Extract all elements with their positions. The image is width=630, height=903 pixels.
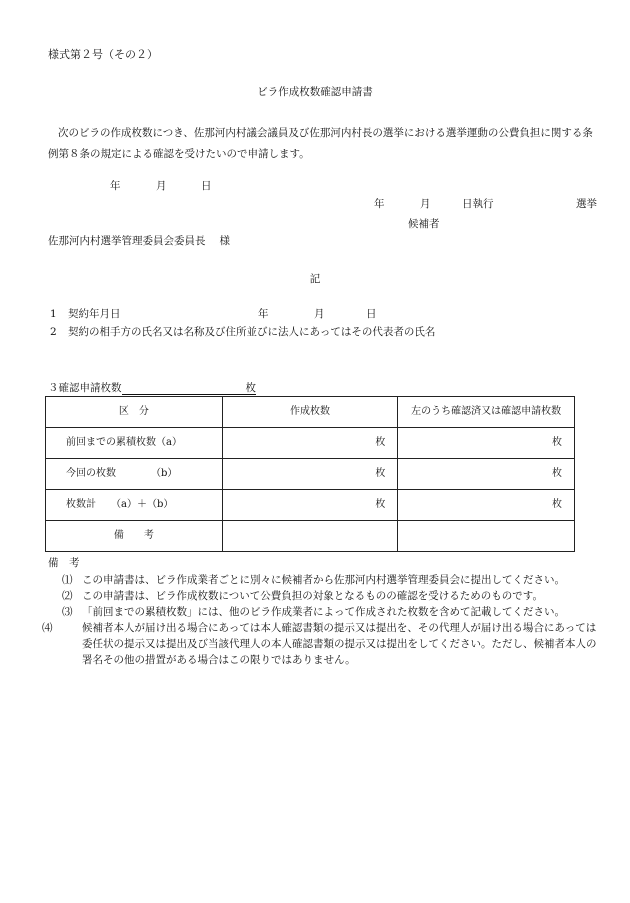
- remarks-heading: 備 考: [48, 557, 80, 569]
- produced-count-cell[interactable]: 枚: [222, 428, 398, 459]
- item-contract-party: [50, 326, 435, 339]
- document-title: ビラ作成枚数確認申請書: [257, 86, 373, 98]
- contract-month-label: 月: [314, 308, 325, 320]
- note-text: この申請書は、ビラ作成業者ごとに別々に候補者から佐那河内村選挙管理委員会に提出してください。: [82, 574, 565, 586]
- note-item: [62, 588, 582, 604]
- contract-day-label: 日: [366, 308, 377, 320]
- election-held-label: 日執行: [462, 198, 494, 210]
- item-number: 1: [50, 308, 57, 320]
- item3-unit: 枚: [245, 382, 256, 394]
- election-month-label: 月: [420, 198, 431, 210]
- item-contract-date: [50, 308, 121, 321]
- table-header: 左のうち確認済又は確認申請枚数: [398, 397, 575, 428]
- table-row: [46, 428, 575, 459]
- item-confirm-count: [48, 382, 256, 395]
- date-month-label: 月: [156, 180, 167, 192]
- form-number: 様式第２号（その２）: [48, 48, 158, 61]
- row-label: 今回の枚数 （b）: [46, 459, 223, 490]
- remarks-cell[interactable]: [222, 521, 398, 552]
- date-year-label: 年: [110, 180, 121, 192]
- note-text: 候補者本人が届け出る場合にあっては本人確認書類の提示又は提出を、その代理人が届け出る場合にあっては委任状の提示又は提出及び当該代理人の本人確認書類の提示又は提出をしてください。ただし、候補者本人の署名その他の措置がある場合はこの限りではありません。: [82, 622, 597, 666]
- item-number: 2: [50, 326, 57, 338]
- election-label: 選挙: [576, 198, 597, 210]
- candidate-label: 候補者: [408, 218, 440, 230]
- intro-paragraph: 次のビラの作成枚数につき、佐那河内村議会議員及び佐那河内村長の選挙における選挙運動の公費負担に関する条例第８条の規定による確認を受けたいので申請します。: [48, 127, 593, 160]
- row-label: 前回までの累積枚数（a）: [46, 428, 223, 459]
- table-row: [46, 490, 575, 521]
- note-item: [62, 572, 582, 588]
- produced-count-cell[interactable]: 枚: [222, 490, 398, 521]
- remarks-cell[interactable]: [398, 521, 575, 552]
- table-header-row: [46, 397, 575, 428]
- addressee-name: 佐那河内村選挙管理委員会委員長: [48, 235, 206, 247]
- note-marker: ⑵: [62, 590, 73, 602]
- note-text: この申請書は、ビラ作成枚数について公費負担の対象となるものの確認を受けるためのものです。: [82, 590, 543, 602]
- row-label: 枚数計 （a）＋（b）: [46, 490, 223, 521]
- note-item: [62, 604, 582, 620]
- confirmed-count-cell[interactable]: 枚: [398, 459, 575, 490]
- note-marker: ⑶: [62, 606, 73, 618]
- note-marker: ⑴: [62, 574, 73, 586]
- table-header: 区 分: [46, 397, 223, 428]
- item-label: 契約の相手方の氏名又は名称及び住所並びに法人にあってはその代表者の氏名: [68, 326, 436, 338]
- produced-count-cell[interactable]: 枚: [222, 459, 398, 490]
- date-day-label: 日: [201, 180, 212, 192]
- table-header: 作成枚数: [222, 397, 398, 428]
- contract-year-label: 年: [258, 308, 269, 320]
- confirmation-table: [45, 396, 575, 552]
- table-row: [46, 459, 575, 490]
- table-row: [46, 521, 575, 552]
- confirmed-count-cell[interactable]: 枚: [398, 490, 575, 521]
- note-item: [42, 620, 602, 668]
- note-text: 「前回までの累積枚数」には、他のビラ作成業者によって作成された枚数を含めて記載してください。: [82, 606, 565, 618]
- item-label: 契約年月日: [68, 308, 121, 320]
- item3-label: ３確認申請枚数: [48, 382, 122, 394]
- confirm-count-field[interactable]: [122, 383, 246, 395]
- row-label: 備 考: [46, 521, 223, 552]
- election-year-label: 年: [374, 198, 385, 210]
- note-marker: ⑷: [42, 622, 53, 634]
- confirmed-count-cell[interactable]: 枚: [398, 428, 575, 459]
- addressee-suffix: 様: [219, 235, 230, 247]
- addressee: [48, 235, 230, 248]
- ki-heading: 記: [309, 273, 321, 285]
